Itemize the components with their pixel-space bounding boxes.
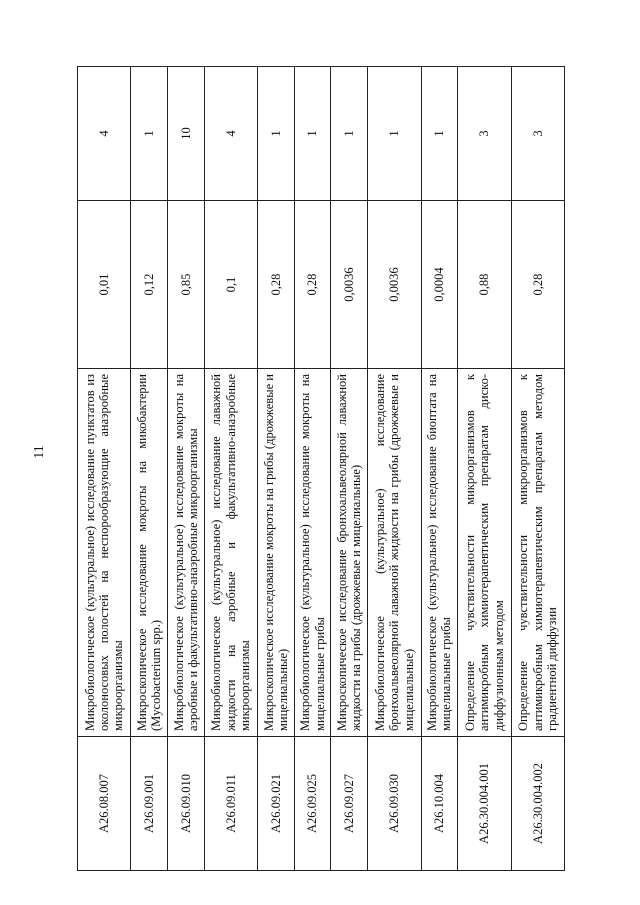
multiplicity-cell: 1 bbox=[421, 67, 458, 201]
service-code-cell: A26.09.025 bbox=[294, 737, 331, 871]
service-code-cell: A26.10.004 bbox=[421, 737, 458, 871]
service-description-cell: Микробиологическое (культуральное) исследование пунктатов из околоносовых полостей на неспорообразующие анаэробные микроорганизмы bbox=[78, 369, 131, 737]
frequency-cell: 0,28 bbox=[511, 201, 564, 369]
table-row bbox=[458, 67, 511, 871]
service-code-cell: A26.09.010 bbox=[168, 737, 205, 871]
service-description-cell: Микроскопическое исследование бронхоальвеолярной лаважной жидкости на грибы (дрожжевые и мицелиальные) bbox=[331, 369, 368, 737]
frequency-cell: 0,1 bbox=[204, 201, 257, 369]
table-row bbox=[258, 67, 295, 871]
service-code-cell: A26.09.021 bbox=[258, 737, 295, 871]
service-code-cell: A26.08.007 bbox=[78, 737, 131, 871]
service-description-cell: Микроскопическое исследование мокроты на грибы (дрожжевые и мицелиальные) bbox=[258, 369, 295, 737]
service-description-cell: Микроскопическое исследование мокроты на микобактерии (Mycobacterium spp.) bbox=[131, 369, 168, 737]
multiplicity-cell: 4 bbox=[78, 67, 131, 201]
rotated-table-container bbox=[77, 67, 565, 871]
multiplicity-cell: 1 bbox=[294, 67, 331, 201]
multiplicity-cell: 4 bbox=[204, 67, 257, 201]
frequency-cell: 0,88 bbox=[458, 201, 511, 369]
table-row bbox=[368, 67, 421, 871]
frequency-cell: 0,85 bbox=[168, 201, 205, 369]
frequency-cell: 0,0004 bbox=[421, 201, 458, 369]
service-code-cell: A26.09.030 bbox=[368, 737, 421, 871]
frequency-cell: 0,28 bbox=[294, 201, 331, 369]
service-code-cell: A26.09.001 bbox=[131, 737, 168, 871]
table-row bbox=[131, 67, 168, 871]
service-description-cell: Микробиологическое (культуральное) исследование бронхоальвеолярной лаважной жидкости на грибы (дрожжевые и мицелиальные) bbox=[368, 369, 421, 737]
service-description-cell: Микробиологическое (культуральное) исследование лаважной жидкости на аэробные и факультативно-анаэробные микроорганизмы bbox=[204, 369, 257, 737]
service-code-cell: A26.30.004.002 bbox=[511, 737, 564, 871]
frequency-cell: 0,01 bbox=[78, 201, 131, 369]
service-code-cell: A26.09.027 bbox=[331, 737, 368, 871]
frequency-cell: 0,28 bbox=[258, 201, 295, 369]
service-code-cell: A26.30.004.001 bbox=[458, 737, 511, 871]
services-table bbox=[77, 66, 565, 871]
multiplicity-cell: 10 bbox=[168, 67, 205, 201]
table-row bbox=[294, 67, 331, 871]
table-row bbox=[78, 67, 131, 871]
service-description-cell: Определение чувствительности микроорганизмов к антимикробным химиотерапевтическим препаратам методом градиентной диффузии bbox=[511, 369, 564, 737]
table-row bbox=[204, 67, 257, 871]
service-description-cell: Определение чувствительности микроорганизмов к антимикробным химиотерапевтическим препаратам диско-диффузионным методом bbox=[458, 369, 511, 737]
multiplicity-cell: 1 bbox=[331, 67, 368, 201]
multiplicity-cell: 3 bbox=[511, 67, 564, 201]
service-description-cell: Микробиологическое (культуральное) исследование биоптата на мицелиальные грибы bbox=[421, 369, 458, 737]
table-row bbox=[168, 67, 205, 871]
services-table-body bbox=[78, 67, 565, 871]
service-description-cell: Микробиологическое (культуральное) исследование мокроты на аэробные и факультативно-анаэробные микроорганизмы bbox=[168, 369, 205, 737]
frequency-cell: 0,0036 bbox=[368, 201, 421, 369]
multiplicity-cell: 1 bbox=[258, 67, 295, 201]
frequency-cell: 0,0036 bbox=[331, 201, 368, 369]
multiplicity-cell: 1 bbox=[368, 67, 421, 201]
multiplicity-cell: 3 bbox=[458, 67, 511, 201]
table-row bbox=[511, 67, 564, 871]
table-wrapper bbox=[77, 67, 640, 844]
multiplicity-cell: 1 bbox=[131, 67, 168, 201]
table-row bbox=[421, 67, 458, 871]
table-row bbox=[331, 67, 368, 871]
service-code-cell: A26.09.011 bbox=[204, 737, 257, 871]
service-description-cell: Микробиологическое (культуральное) исследование мокроты на мицелиальные грибы bbox=[294, 369, 331, 737]
frequency-cell: 0,12 bbox=[131, 201, 168, 369]
page-number: 11 bbox=[32, 445, 47, 459]
